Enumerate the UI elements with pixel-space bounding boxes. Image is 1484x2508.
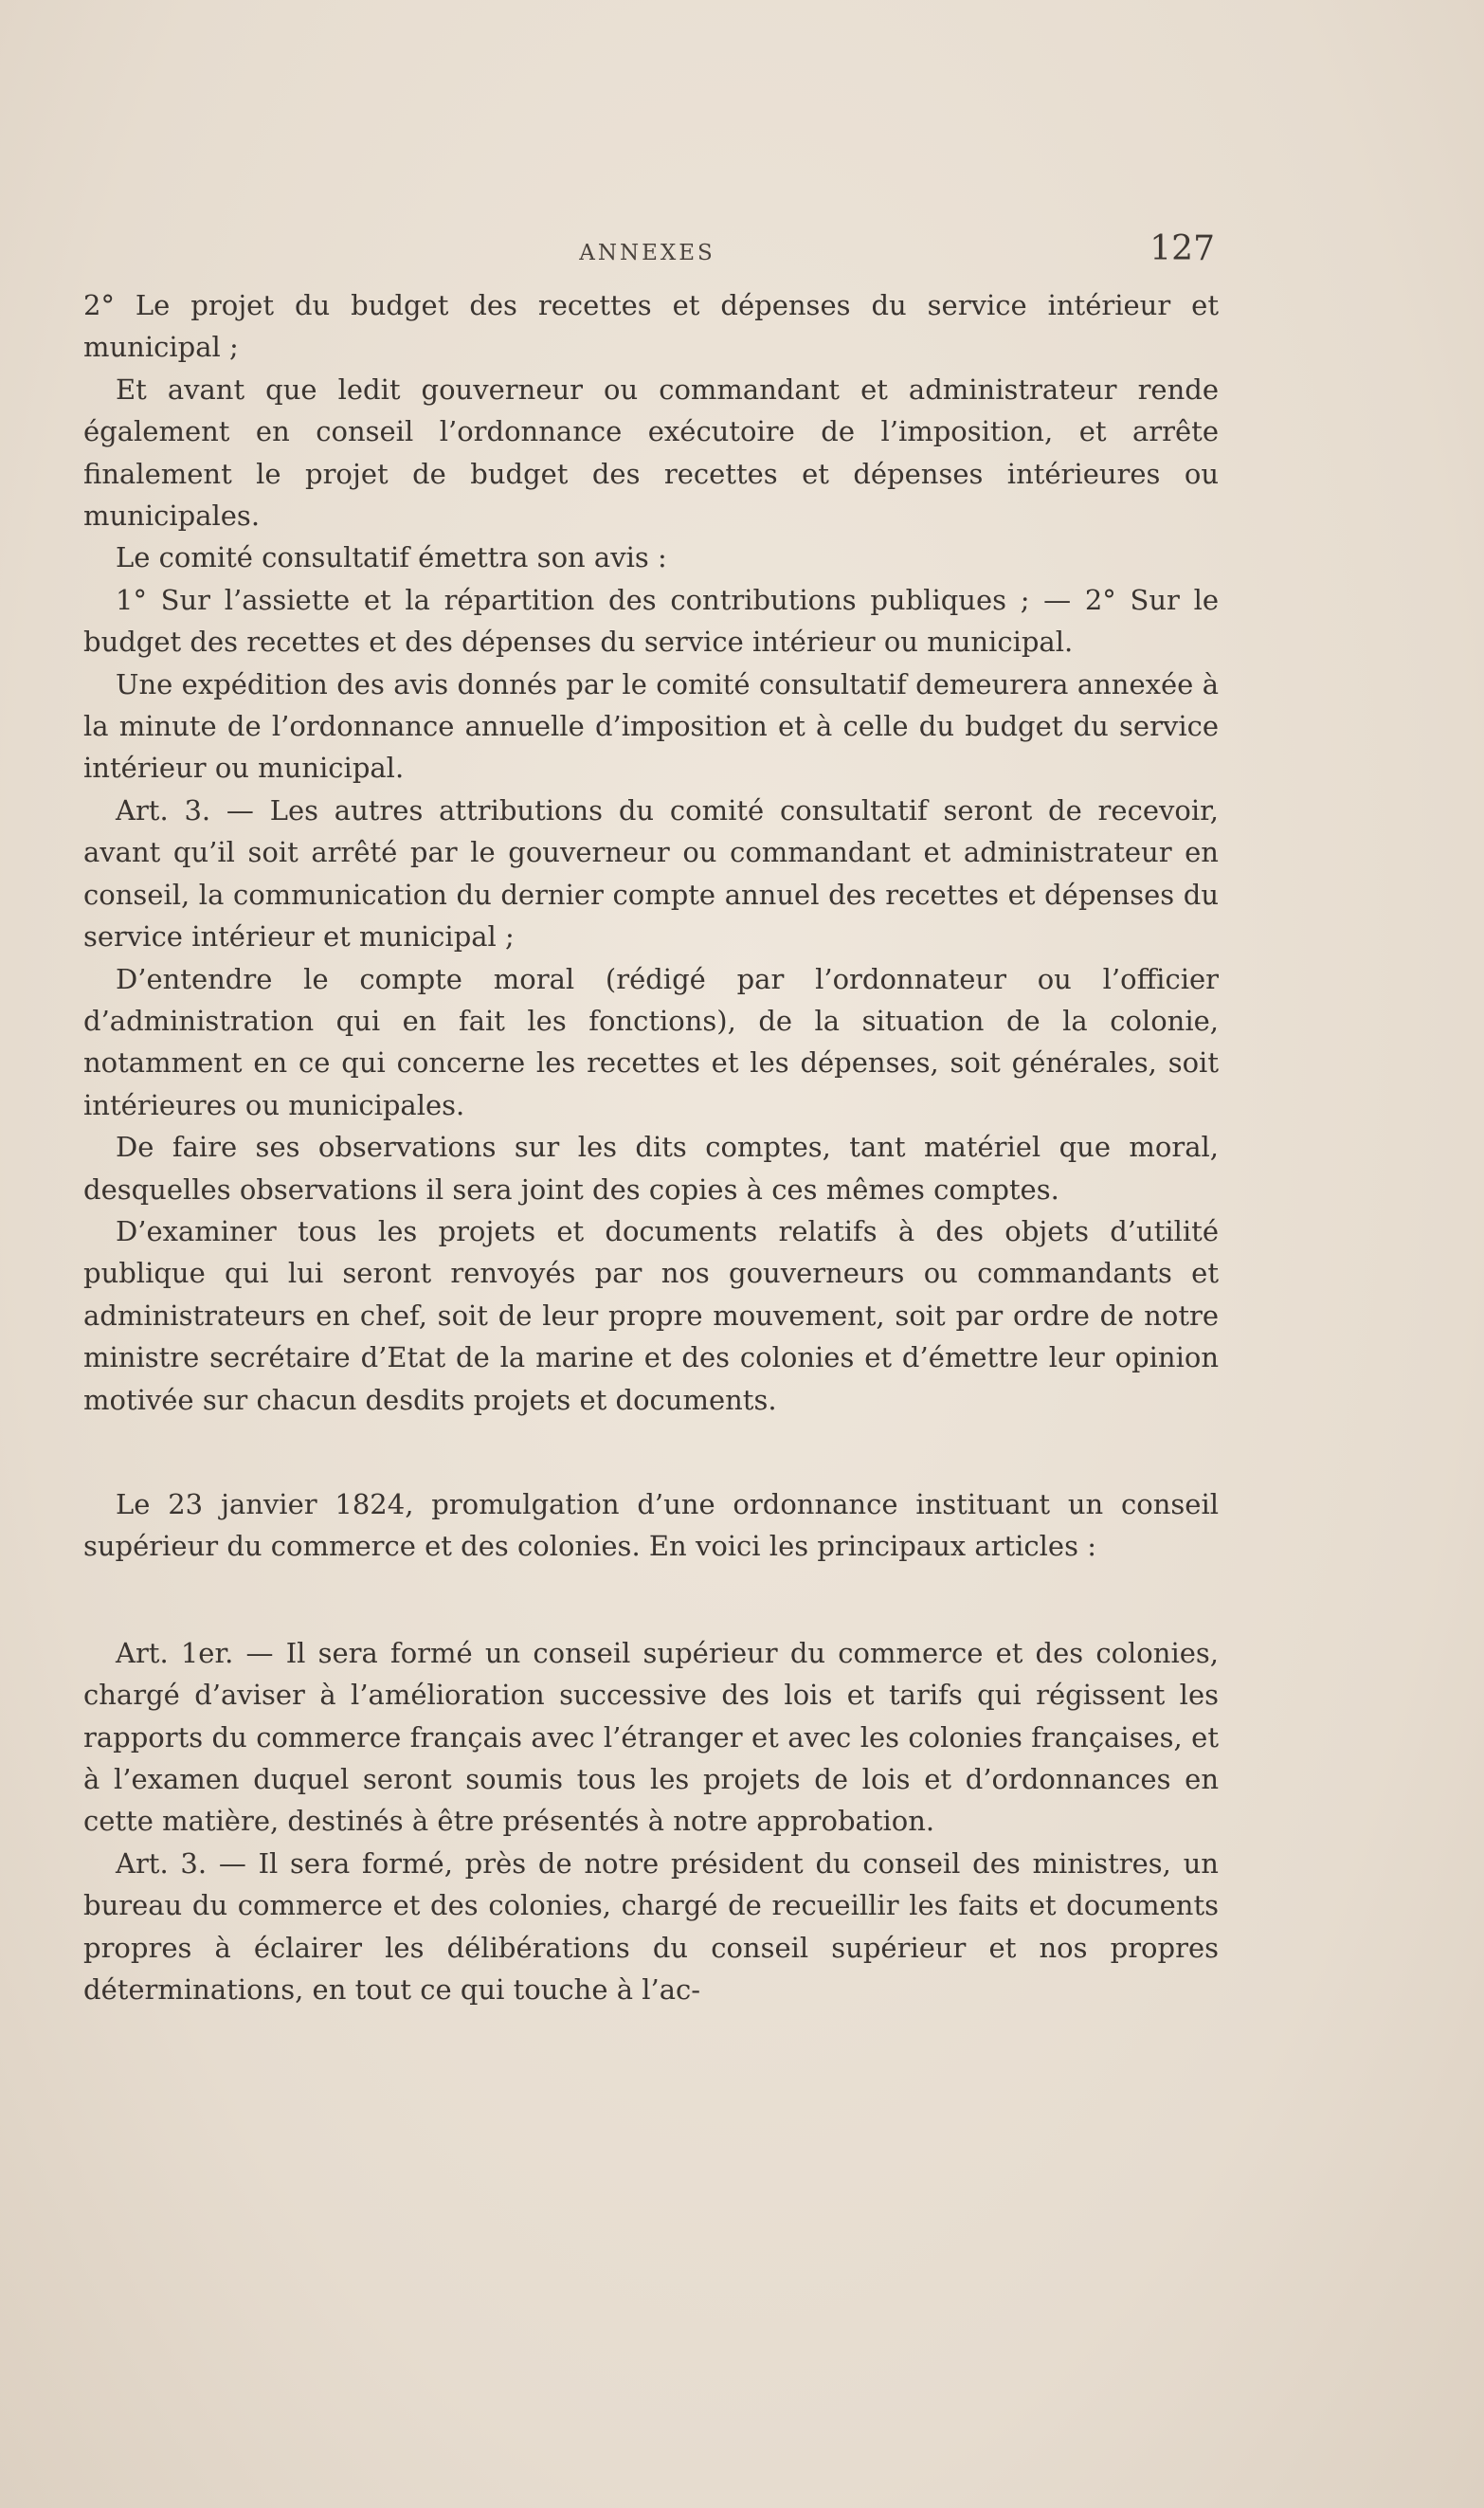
section-gap — [83, 1568, 1219, 1632]
paragraph: 2° Le projet du budget des recettes et dépenses du service intérieur et municipal ; — [83, 289, 1219, 364]
paragraph: Le comité consultatif émettra son avis : — [116, 541, 667, 574]
body-text — [83, 284, 1219, 2010]
article-paragraph: Art. 3. — Il sera formé, près de notre président du conseil des ministres, un bureau du commerce et des colonies, chargé de recueillir les faits et documents propres à éclairer les délibérations du conseil supérieur et nos propres déterminations, en tout ce qui touche à l’ac- — [83, 1846, 1219, 2007]
paragraph: D’entendre le compte moral (rédigé par l’ordonnateur ou l’officier d’administration qui en fait les fonctions), de la situation de la colonie, notamment en ce qui concerne les recettes et les dépenses, soit générales, soit intérieures ou municipales. — [83, 962, 1219, 1121]
article-paragraph: Art. 1er. — Il sera formé un conseil supérieur du commerce et des colonies, chargé d’aviser à l’amélioration successive des lois et tarifs qui régissent les rapports du commerce français avec l’étranger et avec les colonies françaises, et à l’examen duquel seront soumis tous les projets de lois et d’ordonnances en cette matière, destinés à être présentés à notre approbation. — [83, 1636, 1219, 1838]
running-head: ANNEXES — [579, 241, 715, 265]
page-header — [83, 226, 1215, 279]
section-gap — [83, 1421, 1219, 1483]
paragraph: 1° Sur l’assiette et la répartition des contributions publiques ; — 2° Sur le budget des recettes et des dépenses du service intérieur ou municipal. — [83, 583, 1219, 659]
paragraph: Une expédition des avis donnés par le comité consultatif demeurera annexée à la minute de l’ordonnance annuelle d’imposition et à celle du budget du service intérieur ou municipal. — [83, 667, 1219, 785]
paragraph: De faire ses observations sur les dits comptes, tant matériel que moral, desquelles observations il sera joint des copies à ces mêmes comptes. — [83, 1131, 1219, 1206]
paragraph: D’examiner tous les projets et documents relatifs à des objets d’utilité publique qui lui seront renvoyés par nos gouverneurs ou commandants et administrateurs en chef, soit de leur propre mouvement, soit par ordre de notre ministre secrétaire d’Etat de la marine et des colonies et d’émettre leur opinion motivée sur chacun desdits projets et documents. — [83, 1214, 1219, 1416]
article-paragraph: Art. 3. — Les autres attributions du comité consultatif seront de recevoir, avant qu’il soit arrêté par le gouverneur ou commandant et administrateur en conseil, la communication du dernier compte annuel des recettes et dépenses du service intérieur et municipal ; — [83, 793, 1219, 954]
section-intro: Le 23 janvier 1824, promulgation d’une ordonnance instituant un conseil supérieur du commerce et des colonies. En voici les principaux articles : — [83, 1487, 1219, 1563]
page-number: 127 — [1149, 229, 1215, 268]
paragraph: Et avant que ledit gouverneur ou commandant et administrateur rende également en conseil l’ordonnance exécutoire de l’imposition, et arrête finalement le projet de budget des recettes et dépenses intérieures ou municipales. — [83, 373, 1219, 533]
